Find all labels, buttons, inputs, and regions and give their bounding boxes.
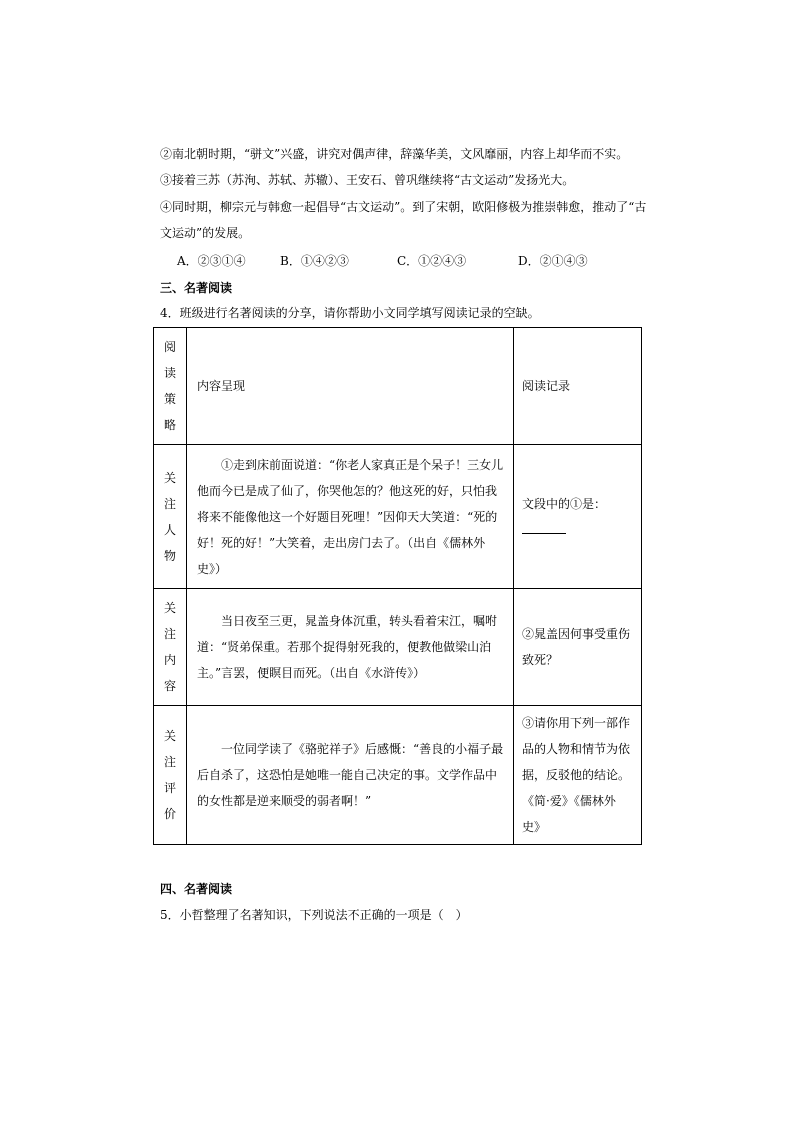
header-record: 阅读记录 bbox=[514, 328, 642, 445]
section-heading-4: 四、名著阅读 bbox=[160, 882, 233, 896]
option-b[interactable]: B．①④②③ bbox=[280, 254, 349, 268]
question-5: 5．小哲整理了名著知识，下列说法不正确的一项是（ ） bbox=[160, 908, 468, 922]
row-record: ③请你用下列一部作品的人物和情节为依据，反驳他的结论。《简·爱》《儒林外史》 bbox=[514, 706, 642, 845]
q3-item-3: ③接着三苏（苏洵、苏轼、苏辙）、王安石、曾巩继续将“古文运动”发扬光大。 bbox=[160, 173, 575, 187]
header-strategy: 阅 读 策 略 bbox=[154, 328, 187, 445]
row-record: 文段中的①是： bbox=[514, 445, 642, 589]
row-record: ②晁盖因何事受重伤致死？ bbox=[514, 589, 642, 706]
row-strategy: 关 注 人 物 bbox=[154, 445, 187, 589]
row-strategy: 关 注 内 容 bbox=[154, 589, 187, 706]
q3-item-4: ④同时期，柳宗元与韩愈一起倡导“古文运动”。到了宋朝，欧阳修极为推崇韩愈，推动了“古 bbox=[160, 200, 647, 214]
row-content: 当日夜至三更，晁盖身体沉重，转头看着宋江，嘱咐道：“贤弟保重。若那个捉得射死我的，便教他做梁山泊主。”言罢，便瞑目而死。（出自《水浒传》） bbox=[187, 589, 514, 706]
table-row bbox=[154, 706, 642, 845]
row-content: 一位同学读了《骆驼祥子》后感慨：“善良的小福子最后自杀了，这恐怕是她唯一能自己决定的事。文学作品中的女性都是逆来顺受的弱者啊！” bbox=[187, 706, 514, 845]
row-content: ①走到床前面说道：“你老人家真正是个呆子！三女儿他而今已是成了仙了，你哭他怎的？他这死的好，只怕我将来不能像他这一个好题目死哩！”因仰天大笑道：“死的好！死的好！”大笑着，走出房门去了。（出自《儒林外史》） bbox=[187, 445, 514, 589]
table-row bbox=[154, 445, 642, 589]
row-strategy: 关 注 评 价 bbox=[154, 706, 187, 845]
option-c[interactable]: C．①②④③ bbox=[397, 254, 467, 268]
q3-item-4-cont: 文运动”的发展。 bbox=[160, 226, 251, 240]
q3-item-2: ②南北朝时期，“骈文”兴盛，讲究对偶声律，辞藻华美，文风靡丽，内容上却华而不实。 bbox=[160, 147, 629, 161]
option-d[interactable]: D．②①④③ bbox=[518, 254, 588, 268]
table-row bbox=[154, 589, 642, 706]
header-content: 内容呈现 bbox=[187, 328, 514, 445]
reading-record-table bbox=[153, 327, 642, 845]
option-a[interactable]: A．②③①④ bbox=[177, 254, 246, 268]
section-heading-3: 三、名著阅读 bbox=[160, 281, 233, 295]
table-header-row bbox=[154, 328, 642, 445]
answer-blank[interactable] bbox=[522, 521, 566, 534]
question-4: 4．班级进行名著阅读的分享，请你帮助小文同学填写阅读记录的空缺。 bbox=[160, 306, 540, 320]
